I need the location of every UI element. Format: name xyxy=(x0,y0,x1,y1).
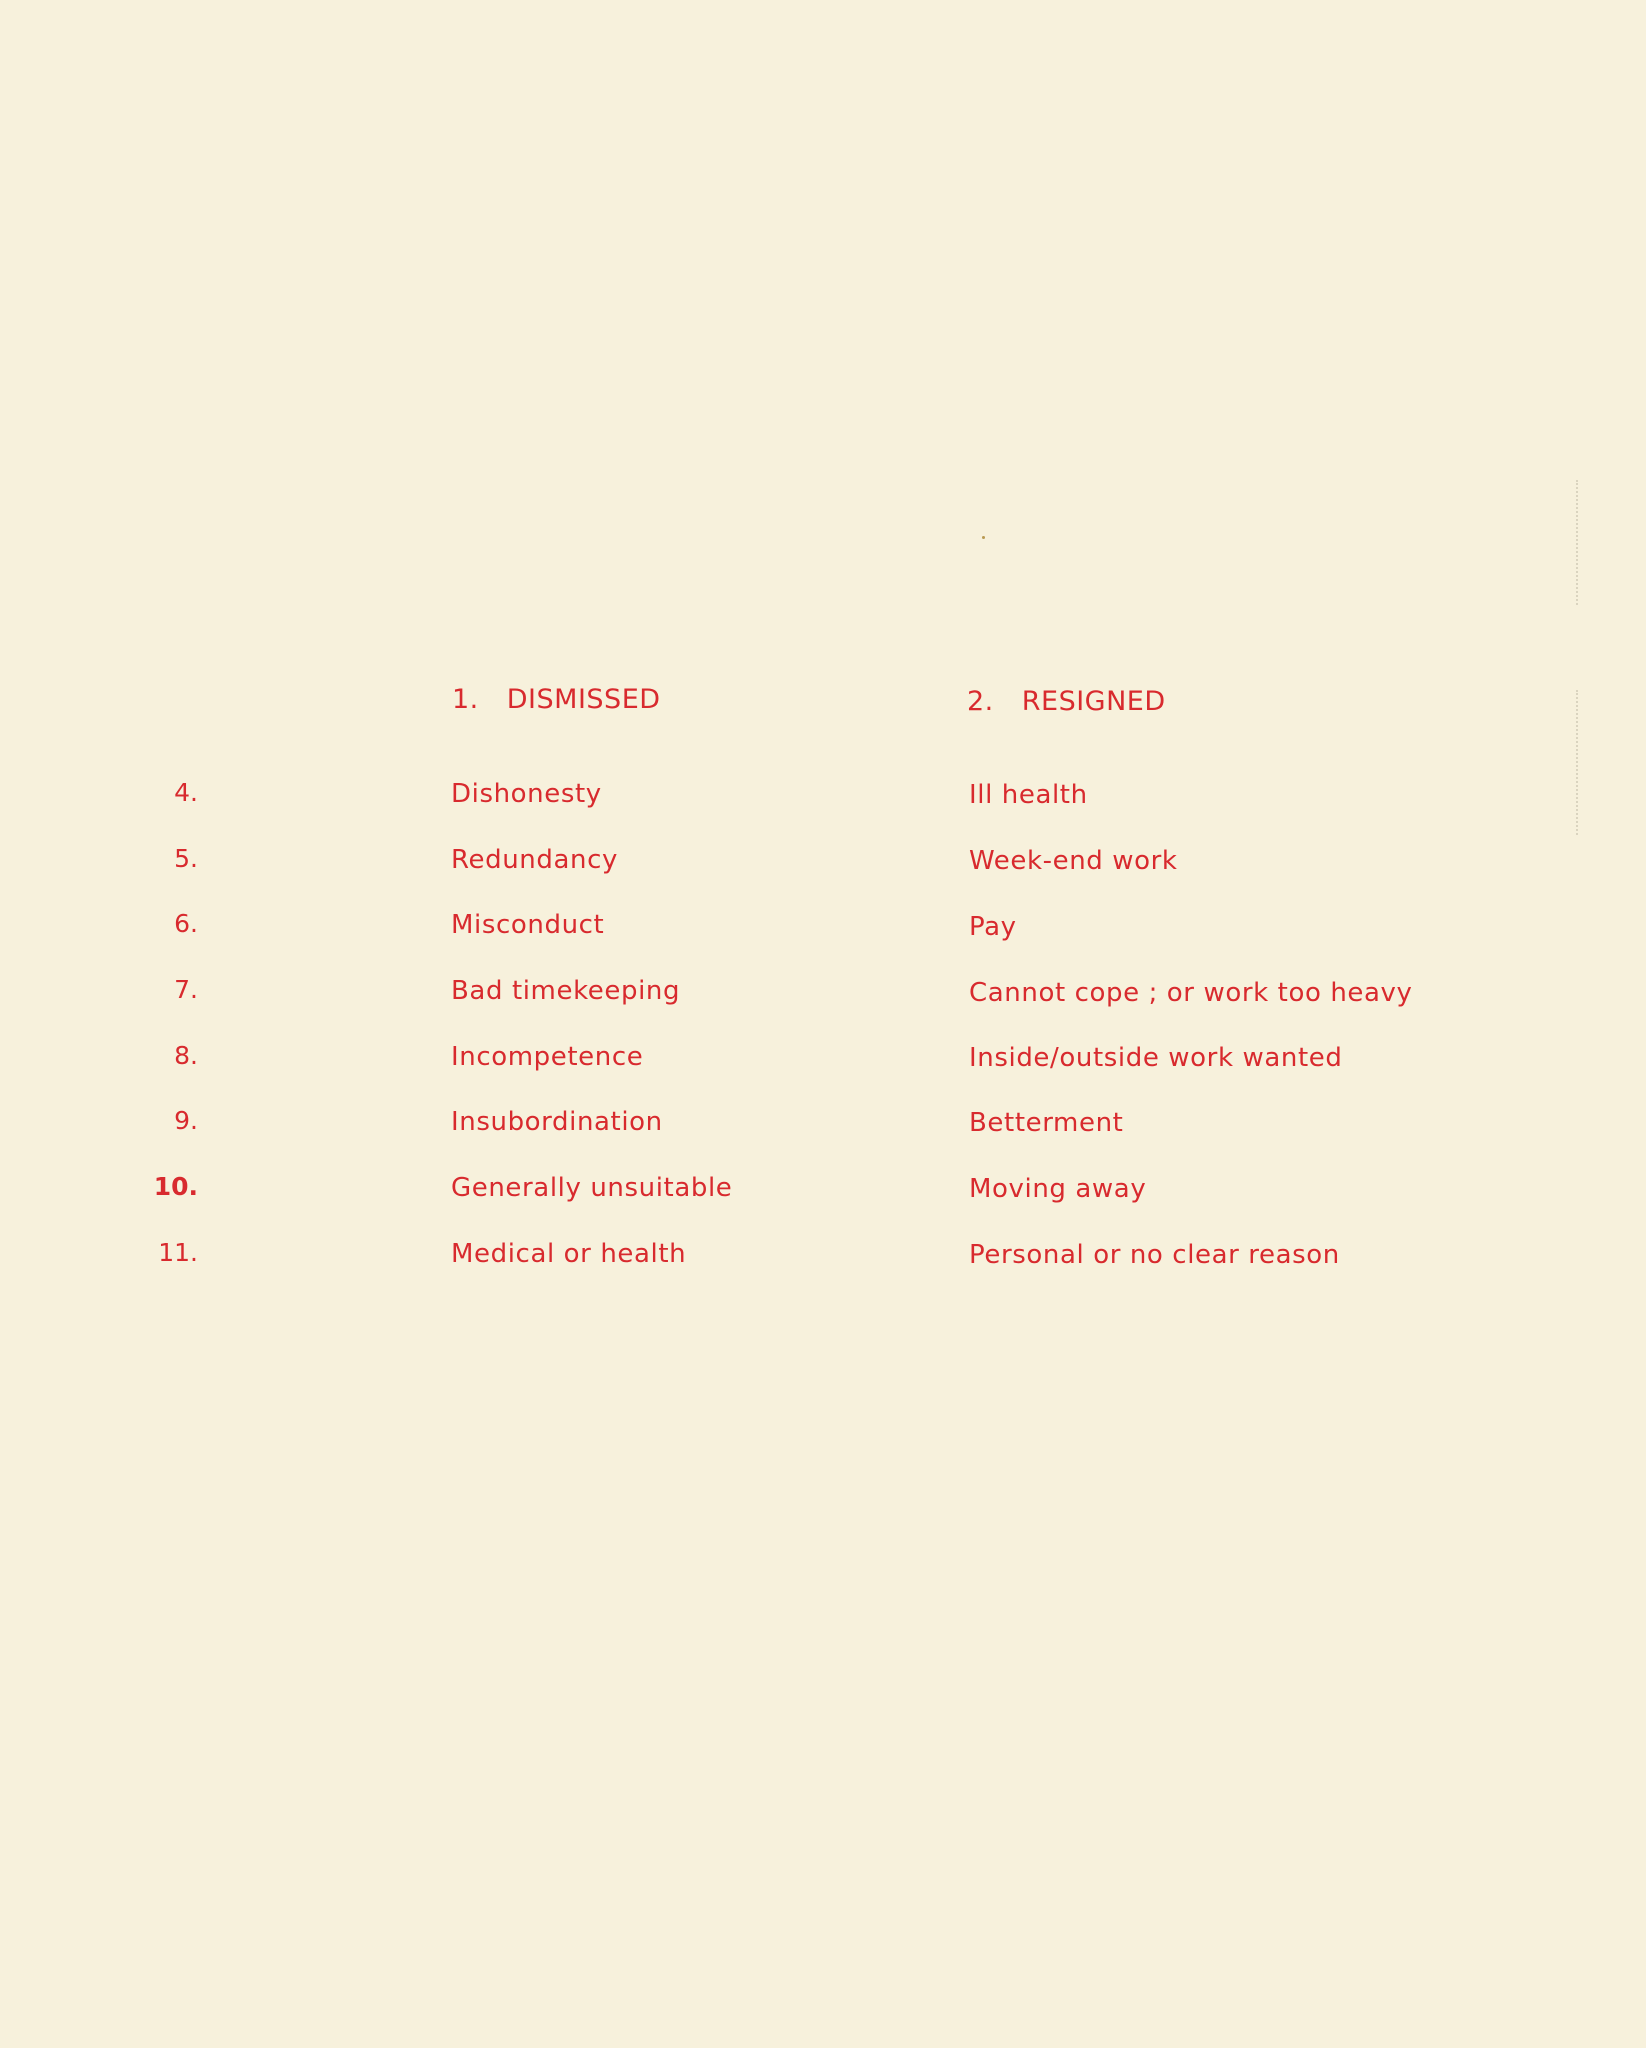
row-number: 4. xyxy=(174,778,198,807)
dismissed-reason: Dishonesty xyxy=(451,779,602,809)
heading-resigned-label: RESIGNED xyxy=(1021,686,1166,717)
heading-resigned-number: 2. xyxy=(967,686,994,717)
resigned-reason: Moving away xyxy=(969,1174,1147,1204)
resigned-reason: Betterment xyxy=(969,1108,1124,1138)
row-number: 11. xyxy=(158,1238,198,1267)
paper-mark xyxy=(1576,480,1578,605)
row-number: 7. xyxy=(174,975,198,1004)
resigned-reason: Inside/outside work wanted xyxy=(969,1043,1343,1073)
resigned-reason: Week-end work xyxy=(969,846,1178,876)
paper-mark xyxy=(1576,690,1578,835)
resigned-reason: Pay xyxy=(969,912,1017,942)
resigned-reason: Cannot cope ; or work too heavy xyxy=(969,978,1413,1008)
row-number: 9. xyxy=(174,1106,198,1135)
dismissed-reason: Redundancy xyxy=(451,845,618,875)
heading-resigned xyxy=(967,686,1166,717)
resigned-reason: Ill health xyxy=(969,780,1088,810)
row-number: 10. xyxy=(153,1172,198,1201)
heading-dismissed-number: 1. xyxy=(452,684,479,715)
dismissed-reason: Bad timekeeping xyxy=(451,976,681,1006)
dismissed-reason: Generally unsuitable xyxy=(451,1173,733,1203)
dismissed-reason: Medical or health xyxy=(451,1239,687,1269)
row-number: 6. xyxy=(174,909,198,938)
heading-dismissed xyxy=(452,684,661,715)
resigned-reason: Personal or no clear reason xyxy=(969,1240,1340,1270)
row-number: 5. xyxy=(174,844,198,873)
dismissed-reason: Misconduct xyxy=(451,910,605,940)
dismissed-reason: Incompetence xyxy=(451,1042,644,1072)
dismissed-reason: Insubordination xyxy=(451,1107,663,1137)
row-number: 8. xyxy=(174,1041,198,1070)
paper-speck xyxy=(982,536,985,539)
heading-dismissed-label: DISMISSED xyxy=(506,684,661,715)
